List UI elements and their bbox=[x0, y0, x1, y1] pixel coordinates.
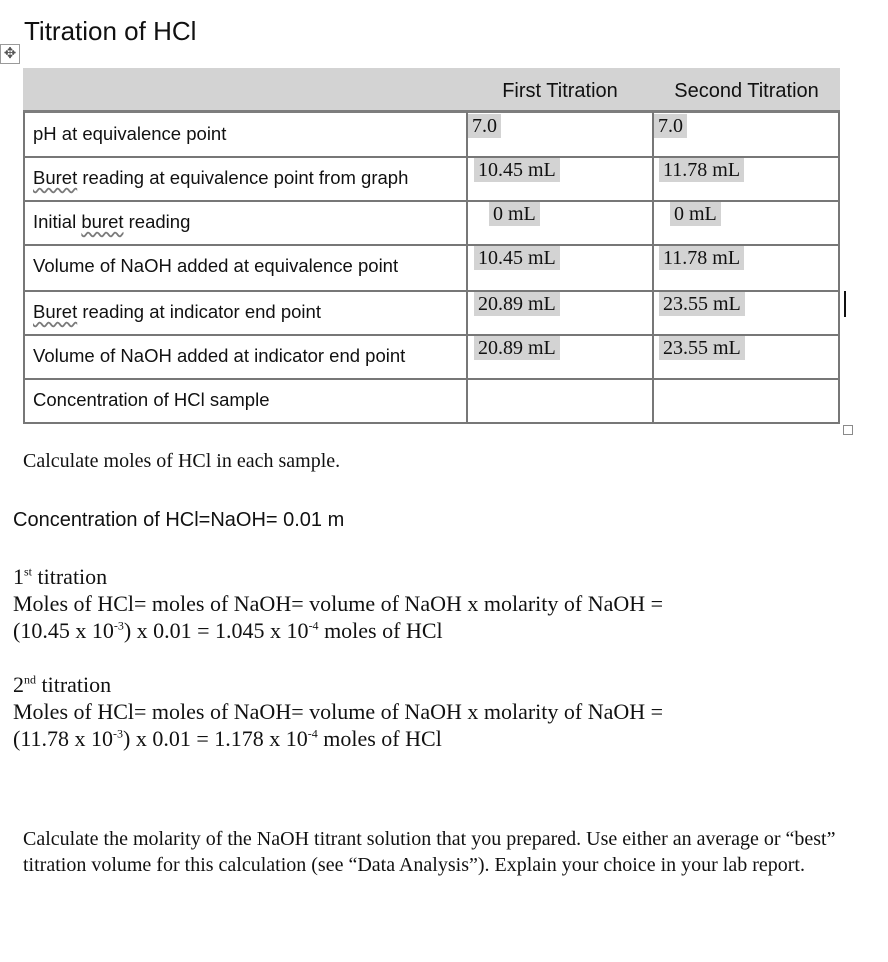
table-move-handle-icon[interactable]: ✥ bbox=[0, 44, 20, 64]
second-value[interactable] bbox=[654, 380, 662, 404]
first-value[interactable]: 0 mL bbox=[489, 202, 540, 226]
table-resize-handle[interactable] bbox=[843, 425, 853, 435]
table-row bbox=[23, 378, 840, 422]
row-label: Concentration of HCl sample bbox=[33, 389, 270, 410]
second-value[interactable]: 0 mL bbox=[670, 202, 721, 226]
table-row bbox=[23, 244, 840, 288]
first-value[interactable]: 20.89 mL bbox=[474, 336, 560, 360]
table-row bbox=[23, 156, 840, 200]
first-value[interactable]: 10.45 mL bbox=[474, 246, 560, 270]
table-row bbox=[23, 290, 840, 334]
calc-result: (11.78 x $10^{-3}$) x 0.01 = 1.178 x $10^{-4}$ moles of HCl bbox=[13, 726, 442, 751]
header-second-titration: Second Titration bbox=[674, 80, 819, 102]
row-label: Buret reading at equivalence point from graph bbox=[33, 167, 409, 188]
document-title: Titration of HCl bbox=[24, 16, 197, 46]
question-molarity: Calculate the molarity of the NaOH titrant solution that you prepared. Use either an average or “best” titration volume for this calculation (see “Data Analysis”). Explain your choice in your lab report. bbox=[23, 828, 836, 876]
spelling-flag[interactable]: buret bbox=[81, 211, 124, 232]
second-value[interactable]: 7.0 bbox=[654, 114, 687, 138]
first-titration-calc bbox=[13, 563, 663, 644]
calc-heading: 1st titration bbox=[13, 564, 108, 589]
spelling-flag[interactable]: Buret bbox=[33, 167, 78, 188]
second-value[interactable]: 11.78 mL bbox=[659, 158, 744, 182]
text-cursor bbox=[844, 291, 846, 317]
titration-table bbox=[23, 68, 840, 424]
spelling-flag[interactable]: Buret bbox=[33, 301, 78, 322]
second-titration-calc bbox=[13, 671, 663, 752]
calc-line: Moles of HCl= moles of NaOH= volume of NaOH x molarity of NaOH = bbox=[13, 699, 664, 724]
header-first-titration: First Titration bbox=[502, 80, 618, 102]
second-value[interactable]: 11.78 mL bbox=[659, 246, 744, 270]
second-value[interactable]: 23.55 mL bbox=[659, 292, 745, 316]
first-value[interactable] bbox=[468, 380, 476, 404]
first-value[interactable]: 20.89 mL bbox=[474, 292, 560, 316]
calc-heading: 2nd titration bbox=[13, 672, 112, 697]
table-row bbox=[23, 112, 840, 156]
question-moles: Calculate moles of HCl in each sample. bbox=[23, 450, 341, 472]
row-label: Volume of NaOH added at indicator end point bbox=[33, 345, 406, 366]
table-row bbox=[23, 200, 840, 244]
table-row bbox=[23, 334, 840, 378]
first-value[interactable]: 10.45 mL bbox=[474, 158, 560, 182]
row-label: Volume of NaOH added at equivalence point bbox=[33, 255, 399, 276]
row-label: Initial buret reading bbox=[33, 211, 191, 232]
row-label: Buret reading at indicator end point bbox=[33, 301, 321, 322]
first-value[interactable]: 7.0 bbox=[468, 114, 501, 138]
calc-result: (10.45 x $10^{-3}$) x 0.01 = 1.045 x $10^{-4}$ moles of HCl bbox=[13, 618, 443, 643]
calc-line: Moles of HCl= moles of NaOH= volume of NaOH x molarity of NaOH = bbox=[13, 591, 664, 616]
concentration-line: Concentration of HCl=NaOH= 0.01 m bbox=[13, 509, 345, 531]
row-label: pH at equivalence point bbox=[33, 123, 227, 144]
second-value[interactable]: 23.55 mL bbox=[659, 336, 745, 360]
